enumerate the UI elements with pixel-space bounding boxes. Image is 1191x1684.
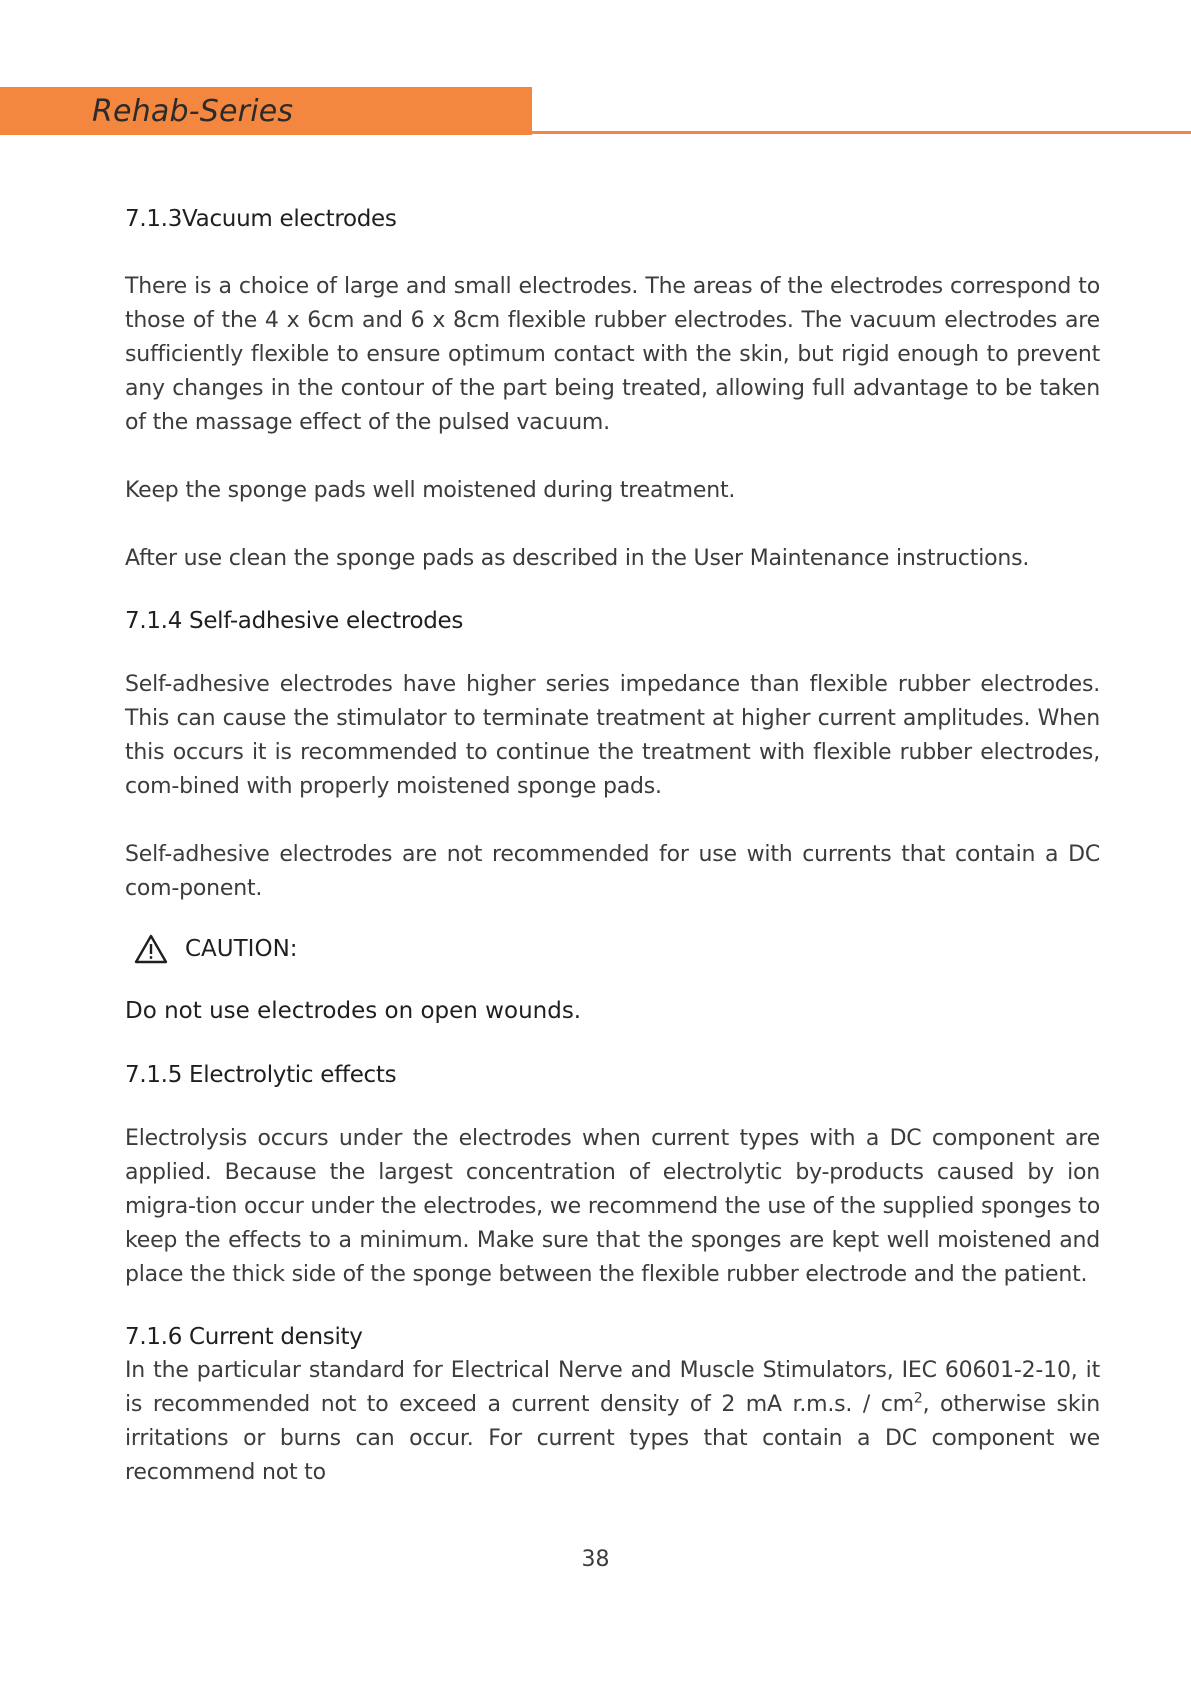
page-content bbox=[125, 202, 1100, 1490]
header-rule bbox=[532, 131, 1191, 134]
caution-text: Do not use electrodes on open wounds. bbox=[125, 998, 582, 1024]
paragraph-current-density bbox=[125, 1354, 1100, 1490]
current-density-text-end: , otherwise skin irritations or burns can occur. For current types that contain a DC component we recommend not to bbox=[125, 1392, 1101, 1485]
paragraph-self-adhesive-dc: Self-adhesive electrodes are not recommended for use with currents that contain a DC com-ponent. bbox=[125, 842, 1100, 901]
section-heading-7-1-6: 7.1.6 Current density bbox=[125, 1324, 363, 1350]
warning-triangle-icon bbox=[133, 933, 169, 965]
current-density-text-start: In the particular standard for Electrical Nerve and Muscle Stimulators, IEC 60601-2-10, it is recommended not to exceed a current density of 2 mA r.m.s. / cm bbox=[125, 1358, 1100, 1417]
paragraph-sponge-cleaning: After use clean the sponge pads as described in the User Maintenance instructions. bbox=[125, 546, 1030, 571]
page-number: 38 bbox=[581, 1547, 610, 1572]
paragraph-electrolytic-effects: Electrolysis occurs under the electrodes when current types with a DC component are applied. Because the largest concentration of electrolytic by-products caused by ion migra-tion occur under the electrodes, we recommend the use of the supplied sponges to keep the effects to a minimum. Make sure that the sponges are kept well moistened and place the thick side of the sponge between the flexible rubber electrode and the patient. bbox=[125, 1126, 1100, 1287]
paragraph-sponge-moisture: Keep the sponge pads well moistened during treatment. bbox=[125, 478, 736, 503]
section-heading-7-1-3: 7.1.3Vacuum electrodes bbox=[125, 206, 397, 232]
superscript-2: 2 bbox=[913, 1390, 923, 1407]
caution-label: CAUTION: bbox=[185, 936, 298, 962]
section-heading-7-1-5: 7.1.5 Electrolytic effects bbox=[125, 1062, 397, 1088]
caution-row bbox=[133, 932, 1100, 966]
paragraph-self-adhesive-impedance: Self-adhesive electrodes have higher series impedance than flexible rubber electrodes. This can cause the stimulator to terminate treatment at higher current amplitudes. When this occurs it is recommended to continue the treatment with flexible rubber electrodes, com-bined with properly moistened sponge pads. bbox=[125, 672, 1100, 799]
paragraph-vacuum-electrodes: There is a choice of large and small electrodes. The areas of the electrodes correspond to those of the 4 x 6cm and 6 x 8cm flexible rubber electrodes. The vacuum electrodes are sufficiently flexible to ensure optimum contact with the skin, but rigid enough to prevent any changes in the contour of the part being treated, allowing full advantage to be taken of the massage effect of the pulsed vacuum. bbox=[125, 274, 1100, 435]
section-heading-7-1-4: 7.1.4 Self-adhesive electrodes bbox=[125, 608, 464, 634]
document-series-title: Rehab-Series bbox=[92, 94, 294, 129]
